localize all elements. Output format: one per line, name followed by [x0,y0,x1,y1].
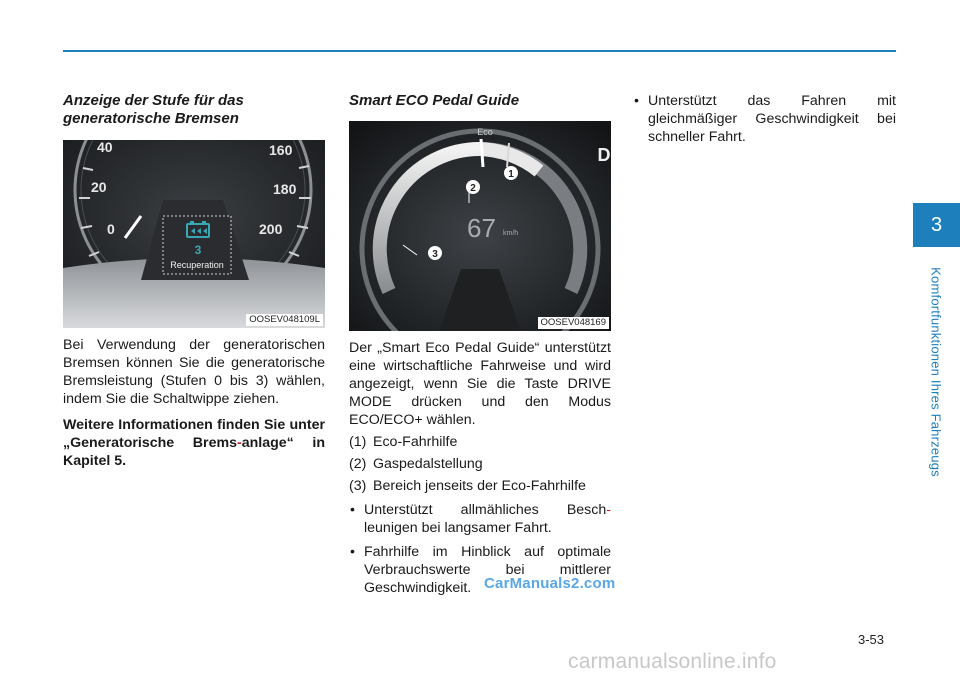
column-right [633,92,896,146]
svg-text:1: 1 [508,169,514,180]
figure-code-middle: OOSEV048169 [538,317,610,329]
list-number: (3) [349,478,367,494]
svg-text:2: 2 [470,183,476,194]
footer-brand: carmanualsonline.info [568,650,777,673]
list-text: Bereich jenseits der Eco-Fahrhilfe [373,478,586,494]
recuperation-label: Recuperation [170,260,224,270]
figure-recuperation-gauge [63,140,325,328]
list-item [349,455,611,473]
bullet-item [349,501,611,537]
eco-pedal-gauge-illustration [349,121,611,331]
bullet-text [364,501,611,537]
more-info-text-b: anlage“ in Kapitel 5. [63,435,325,469]
speed-unit: km/h [503,230,519,237]
marker-1 [504,166,518,180]
bullet-text: Fahrhilfe im Hinblick auf optimale Verbrauchswerte bei mittlerer Geschwindigkeit. [364,544,611,596]
list-item [349,433,611,451]
figure-code-left: OOSEV048109L [246,314,323,326]
gauge-label-180: 180 [273,181,297,197]
speed-value: 67 [467,213,496,243]
gauge-label-200: 200 [259,221,283,237]
bullet-dot: • [634,93,639,109]
marker-2 [466,180,480,194]
bullet-text-b: leunigen bei langsamer Fahrt. [364,520,552,536]
gauge-label-40: 40 [97,140,113,155]
section-heading-recuperation: Anzeige der Stufe für das generatorische Bremsen [63,92,244,127]
gauge-label-20: 20 [91,179,107,195]
recuperation-gauge-illustration [63,140,325,328]
figure-eco-pedal-guide [349,121,611,331]
section-heading-eco-guide: Smart ECO Pedal Guide [349,92,520,109]
top-rule [63,50,896,52]
list-text: Gaspedalstellung [373,456,483,472]
more-info-text-a: Weitere Informationen finden Sie unter „Generatorische Brems [63,417,325,451]
eco-label: Eco [477,127,493,137]
list-text: Eco-Fahrhilfe [373,434,458,450]
paragraph-recuperation-usage: Bei Verwendung der generatorischen Bremsen können Sie die generatorische Bremsleistung (Stufen 0 bis 3) wählen, indem Sie die Schaltwippe ziehen. [63,337,325,407]
page-number: 3-53 [858,632,885,647]
list-number: (1) [349,434,367,450]
bullet-text: Unterstützt das Fahren mit gleichmäßiger Geschwindigkeit bei schneller Fahrt. [648,93,896,145]
bullet-text-a: Unterstützt allmähliches Besch [364,502,607,518]
list-number: (2) [349,456,367,472]
gauge-label-160: 160 [269,142,293,158]
column-middle [349,92,611,597]
bullet-hyphen: - [606,502,611,518]
paragraph-more-info [63,416,325,470]
chapter-tab: 3 [913,203,960,247]
numbered-list [349,433,611,495]
paragraph-eco-guide-intro: Der „Smart Eco Pedal Guide“ unterstützt eine wirtschaftliche Fahrweise und wird angezeigt, wenn Sie die Taste DRIVE MODE drücken und den Modus ECO/ECO+ wählen. [349,340,611,428]
bullet-dot: • [350,502,355,518]
watermark: CarManuals2.com [484,575,616,592]
gauge-label-0: 0 [107,221,115,237]
svg-text:3: 3 [432,249,438,260]
bullet-dot: • [350,544,355,560]
recuperation-level: 3 [194,243,202,257]
marker-3 [428,246,442,260]
chapter-side-title: Komfortfunktionen Ihres Fahrzeugs [928,267,944,477]
more-info-hyphen: - [236,435,242,451]
column-left [63,92,325,470]
bullet-item [633,92,896,146]
gear-indicator: D [597,145,611,165]
list-item [349,477,611,495]
